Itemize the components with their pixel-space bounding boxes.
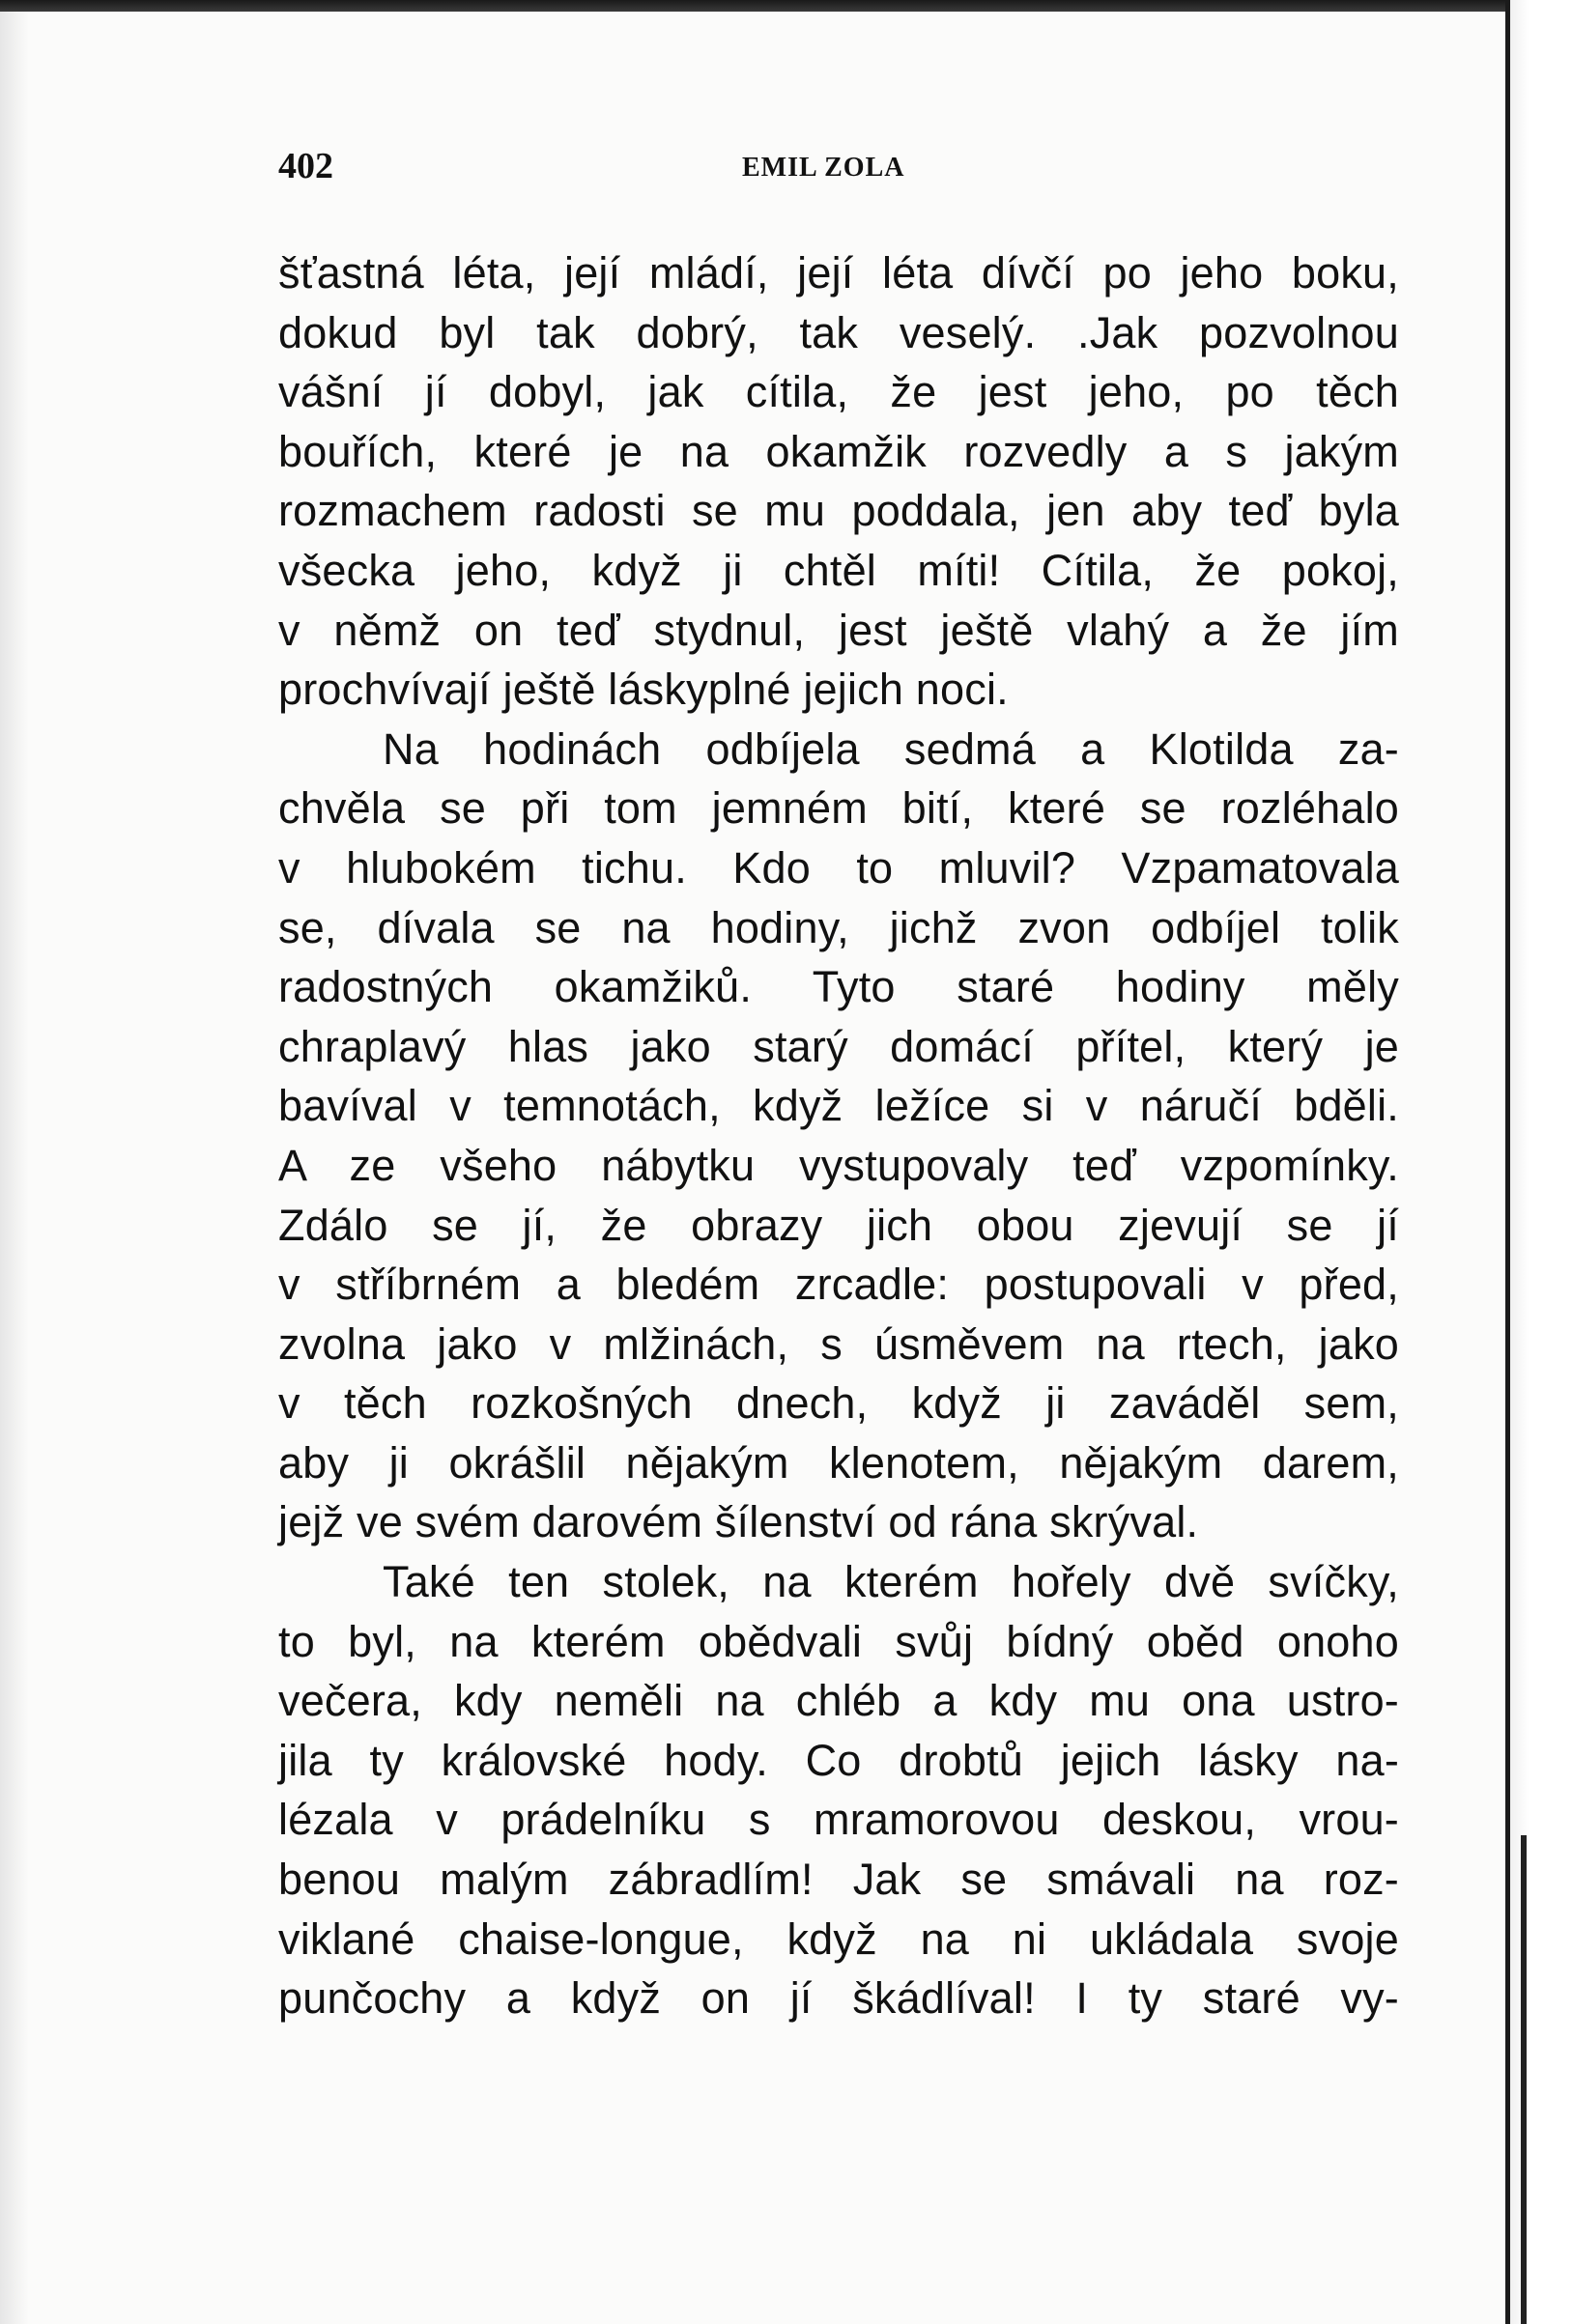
paragraph-2 (278, 720, 1399, 1552)
text-line: bouřích, které je na okamžik rozvedly a s jakým (278, 426, 1399, 476)
scan-right-edge-line (1505, 0, 1510, 2324)
text-line: radostných okamžiků. Tyto staré hodiny měly (278, 962, 1399, 1012)
scan-right-margin (1510, 0, 1572, 2324)
text-line: prochvívají ještě láskyplné jejich noci. (278, 665, 1009, 715)
text-line: to byl, na kterém obědvali svůj bídný oběd onoho (278, 1616, 1399, 1666)
text-line: v němž on teď stydnul, jest ještě vlahý a že jím (278, 605, 1399, 655)
text-line: šťastná léta, její mládí, její léta dívčí po jeho boku, (278, 248, 1399, 298)
text-line: zvolna jako v mlžinách, s úsměvem na rtech, jako (278, 1318, 1399, 1369)
text-line: bavíval v temnotách, když ležíce si v náručí bděli. (278, 1081, 1399, 1131)
text-line: lézala v prádelníku s mramorovou deskou, vrou- (278, 1795, 1399, 1845)
paragraph-1 (278, 243, 1399, 720)
page-number: 402 (278, 146, 333, 186)
text-line: chraplavý hlas jako starý domácí přítel, který je (278, 1021, 1399, 1071)
text-line: v stříbrném a bledém zrcadle: postupovali v před, (278, 1260, 1399, 1310)
text-line: punčochy a když on jí škádlíval! I ty staré vy- (278, 1973, 1399, 2024)
text-line: večera, kdy neměli na chléb a kdy mu ona ustro- (278, 1676, 1399, 1726)
running-head: EMIL ZOLA (742, 153, 905, 183)
text-line: jila ty královské hody. Co drobtů jejich lásky na- (278, 1735, 1399, 1785)
text-line: jejž ve svém darovém šílenství od rána skrýval. (278, 1497, 1199, 1547)
text-line: aby ji okrášlil nějakým klenotem, nějakým darem, (278, 1437, 1399, 1488)
body-text (278, 243, 1399, 2028)
page-header (278, 145, 1399, 184)
text-line: dokud byl tak dobrý, tak veselý. .Jak pozvolnou (278, 307, 1399, 357)
text-line: Také ten stolek, na kterém hořely dvě svíčky, (383, 1557, 1399, 1607)
text-line: Na hodinách odbíjela sedmá a Klotilda za- (383, 723, 1399, 774)
text-line: vášní jí dobyl, jak cítila, že jest jeho, po těch (278, 367, 1399, 417)
scan-left-shadow (0, 0, 29, 2324)
paragraph-3 (278, 1552, 1399, 2028)
text-line: viklané chaise-longue, když na ni ukládala svoje (278, 1913, 1399, 1964)
text-line: Zdálo se jí, že obrazy jich obou zjevují se jí (278, 1200, 1399, 1250)
text-line: v hlubokém tichu. Kdo to mluvil? Vzpamatovala (278, 842, 1399, 893)
text-line: A ze všeho nábytku vystupovaly teď vzpomínky. (278, 1140, 1399, 1190)
scan-top-edge (0, 0, 1517, 12)
text-line: v těch rozkošných dnech, když ji zaváděl sem, (278, 1378, 1399, 1429)
text-line: se, dívala se na hodiny, jichž zvon odbíjel tolik (278, 902, 1399, 952)
scan-right-edge-line-lower (1521, 1835, 1527, 2324)
text-line: chvěla se při tom jemném bití, které se rozléhalo (278, 783, 1399, 834)
text-line: všecka jeho, když ji chtěl míti! Cítila, že pokoj, (278, 545, 1399, 595)
text-line: benou malým zábradlím! Jak se smávali na roz- (278, 1855, 1399, 1905)
text-line: rozmachem radosti se mu poddala, jen aby teď byla (278, 486, 1399, 536)
